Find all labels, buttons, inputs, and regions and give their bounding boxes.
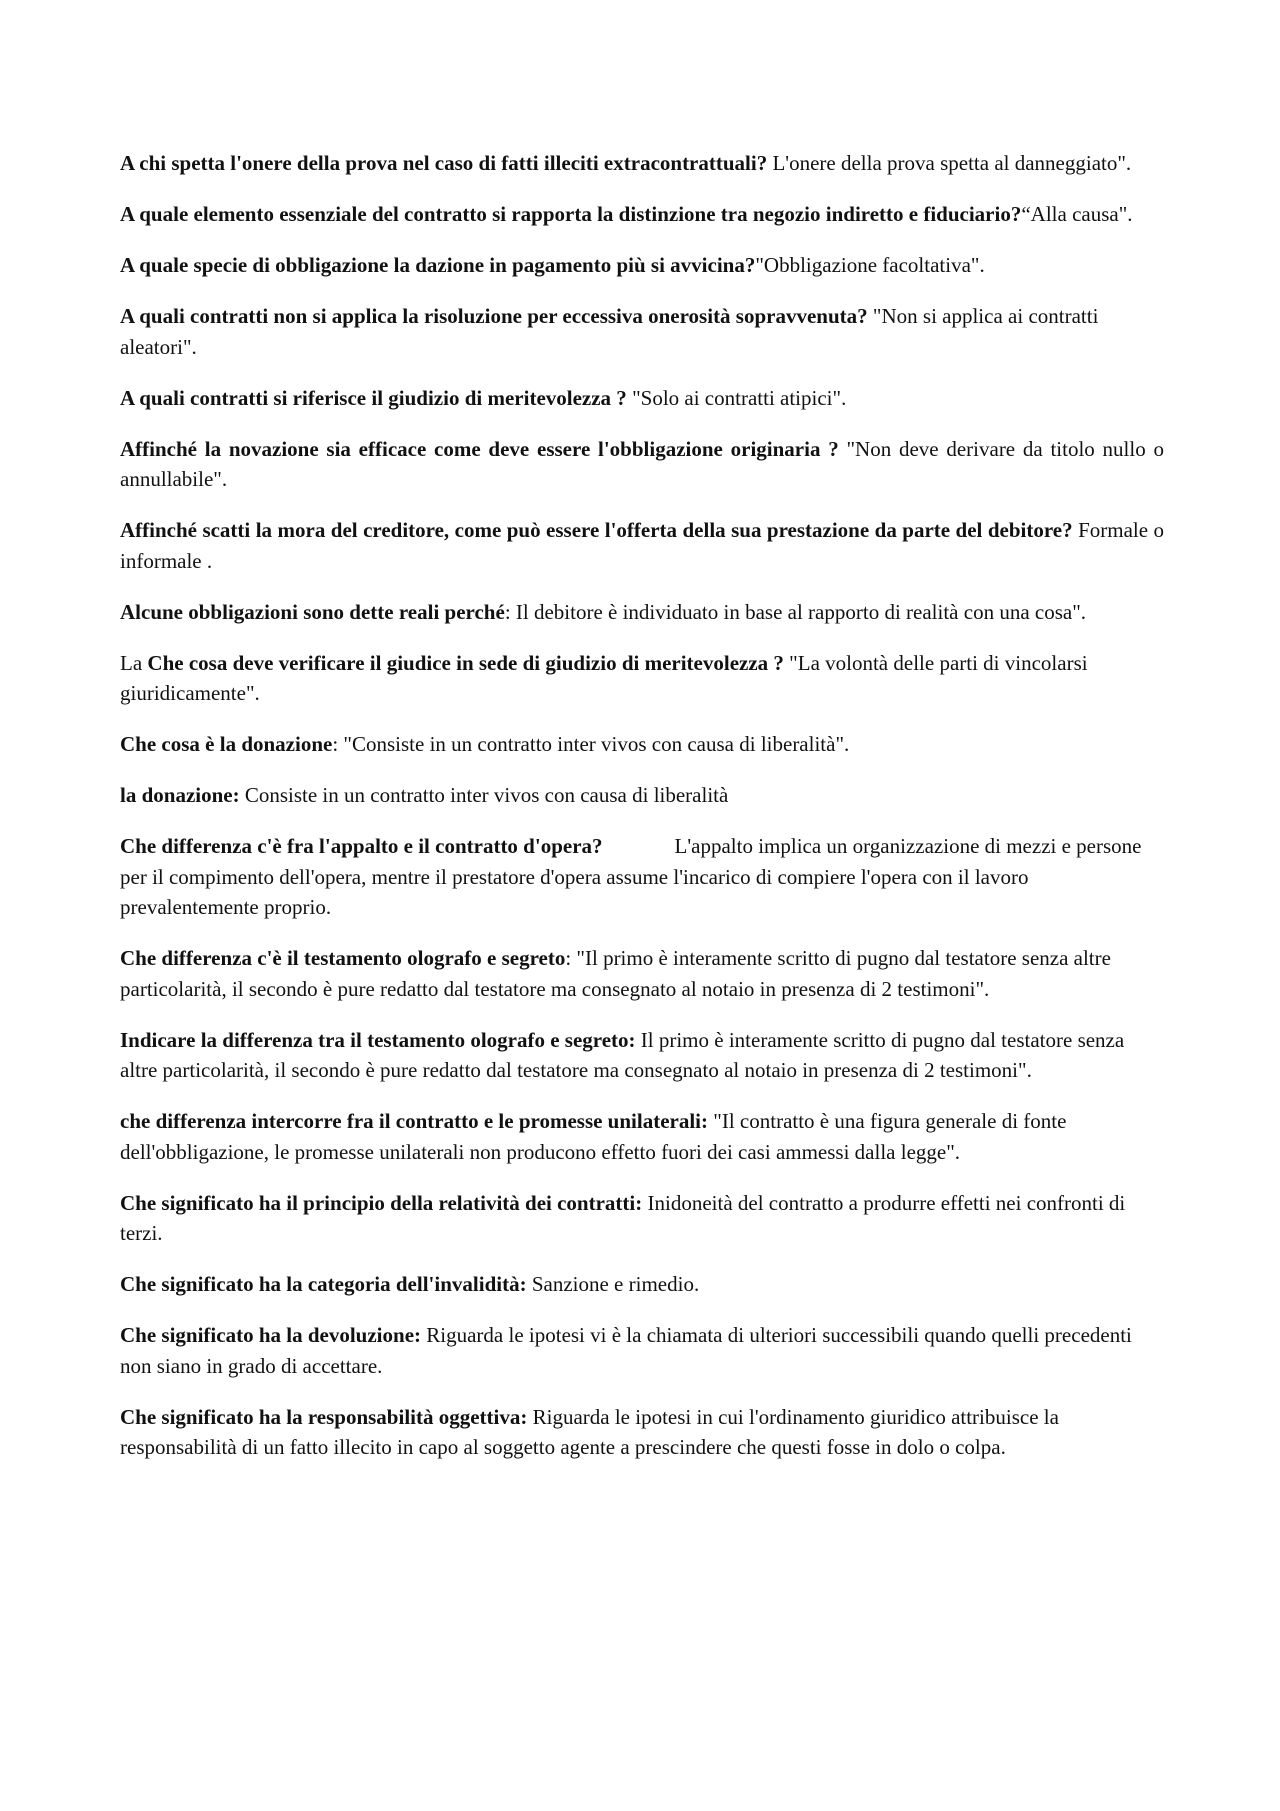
- answer: "La volontà delle parti di vincolarsi giuridicamente".: [120, 650, 1088, 705]
- question: A quale specie di obbligazione la dazione in pagamento più si avvicina?: [120, 253, 756, 277]
- answer: "Non si applica ai contratti aleatori".: [120, 304, 1099, 359]
- question: A quale elemento essenziale del contratto si rapporta la distinzione tra negozio indiretto e fiduciario?: [120, 202, 1022, 226]
- prefix-text: La: [120, 650, 148, 675]
- answer: "Il contratto è una figura generale di fonte dell'obbligazione, le promesse unilaterali non producono effetto fuori dei casi ammessi dalla legge".: [120, 1109, 1067, 1164]
- qa-entry: [120, 1402, 1164, 1463]
- question: Che differenza c'è il testamento olografo e segreto: [120, 946, 566, 970]
- answer: Consiste in un contratto inter vivos con causa di liberalità: [239, 783, 729, 807]
- question: A quali contratti si riferisce il giudizio di meritevolezza ?: [120, 385, 627, 410]
- answer: Riguarda le ipotesi vi è la chiamata di ulteriori successibili quando quelli precedenti non siano in grado di accettare.: [120, 1323, 1132, 1378]
- qa-entry: [120, 729, 1164, 760]
- question: A quali contratti non si applica la risoluzione per eccessiva onerosità sopravvenuta?: [120, 304, 868, 328]
- answer: Riguarda le ipotesi in cui l'ordinamento giuridico attribuisce la responsabilità di un fatto illecito in capo al soggetto agente a prescindere che questi fosse in dolo o colpa.: [120, 1404, 1059, 1459]
- qa-entry: [120, 648, 1164, 709]
- qa-entry: [120, 1320, 1164, 1381]
- qa-entry: [120, 597, 1164, 628]
- question: Affinché scatti la mora del creditore, come può essere l'offerta della sua prestazione da parte del debitore?: [120, 518, 1073, 542]
- question: Che significato ha la responsabilità oggettiva:: [120, 1404, 528, 1429]
- answer: "Solo ai contratti atipici".: [626, 385, 847, 410]
- qa-entry: [120, 831, 1164, 923]
- answer: : Il debitore è individuato in base al rapporto di realità con una cosa".: [504, 599, 1087, 624]
- answer: Formale o informale .: [120, 518, 1165, 573]
- answer: Inidoneità del contratto a produrre effetti nei confronti di terzi.: [120, 1190, 1126, 1245]
- qa-entry: [120, 1025, 1164, 1086]
- answer: "Obbligazione facoltativa".: [755, 253, 985, 277]
- answer: “Alla causa".: [1021, 202, 1133, 226]
- question: Che cosa deve verificare il giudice in sede di giudizio di meritevolezza ?: [147, 650, 784, 675]
- question: Che cosa è la donazione: [120, 732, 333, 756]
- qa-entry: [120, 943, 1164, 1004]
- qa-entry: [120, 1188, 1164, 1249]
- answer: L'appalto implica un organizzazione di mezzi e persone per il compimento dell'opera, mentre il prestatore d'opera assume l'incarico di compiere l'opera con il lavoro prevalentemente proprio.: [120, 834, 1142, 919]
- question: Che significato ha la categoria dell'invalidità:: [120, 1272, 527, 1296]
- answer: Il primo è interamente scritto di pugno dal testatore senza altre particolarità, il secondo è pure redatto dal testatore ma consegnato al notaio in presenza di 2 testimoni".: [120, 1027, 1125, 1082]
- question: Che significato ha la devoluzione:: [120, 1323, 422, 1347]
- question: Affinché la novazione sia efficace come deve essere l'obbligazione originaria ?: [120, 436, 839, 461]
- qa-entry: [120, 301, 1164, 362]
- qa-entry: [120, 199, 1164, 230]
- qa-entry: [120, 1269, 1164, 1300]
- question: Indicare la differenza tra il testamento olografo e segreto:: [120, 1027, 636, 1052]
- qa-entry: [120, 250, 1164, 281]
- question: A chi spetta l'onere della prova nel caso di fatti illeciti extracontrattuali?: [120, 151, 768, 175]
- answer: : "Consiste in un contratto inter vivos con causa di liberalità".: [332, 732, 850, 756]
- qa-entry: [120, 148, 1164, 179]
- answer: : "Il primo è interamente scritto di pugno dal testatore senza altre particolarità, il secondo è pure redatto dal testatore ma consegnato al notaio in presenza di 2 testimoni".: [120, 946, 1111, 1001]
- question: la donazione:: [120, 783, 240, 807]
- qa-entry: [120, 383, 1164, 414]
- qa-entry: [120, 515, 1164, 576]
- qa-entry: [120, 1106, 1164, 1167]
- qa-entry: [120, 434, 1164, 495]
- question: Che significato ha il principio della relatività dei contratti:: [120, 1190, 643, 1215]
- answer: "Non deve derivare da titolo nullo o annullabile".: [120, 436, 1164, 491]
- answer: L'onere della prova spetta al danneggiato".: [767, 151, 1132, 175]
- question: Che differenza c'è fra l'appalto e il contratto d'opera?: [120, 834, 603, 858]
- question: che differenza intercorre fra il contratto e le promesse unilaterali:: [120, 1109, 709, 1133]
- answer: Sanzione e rimedio.: [526, 1272, 700, 1296]
- question: Alcune obbligazioni sono dette reali perché: [120, 599, 505, 624]
- qa-entry: [120, 780, 1164, 811]
